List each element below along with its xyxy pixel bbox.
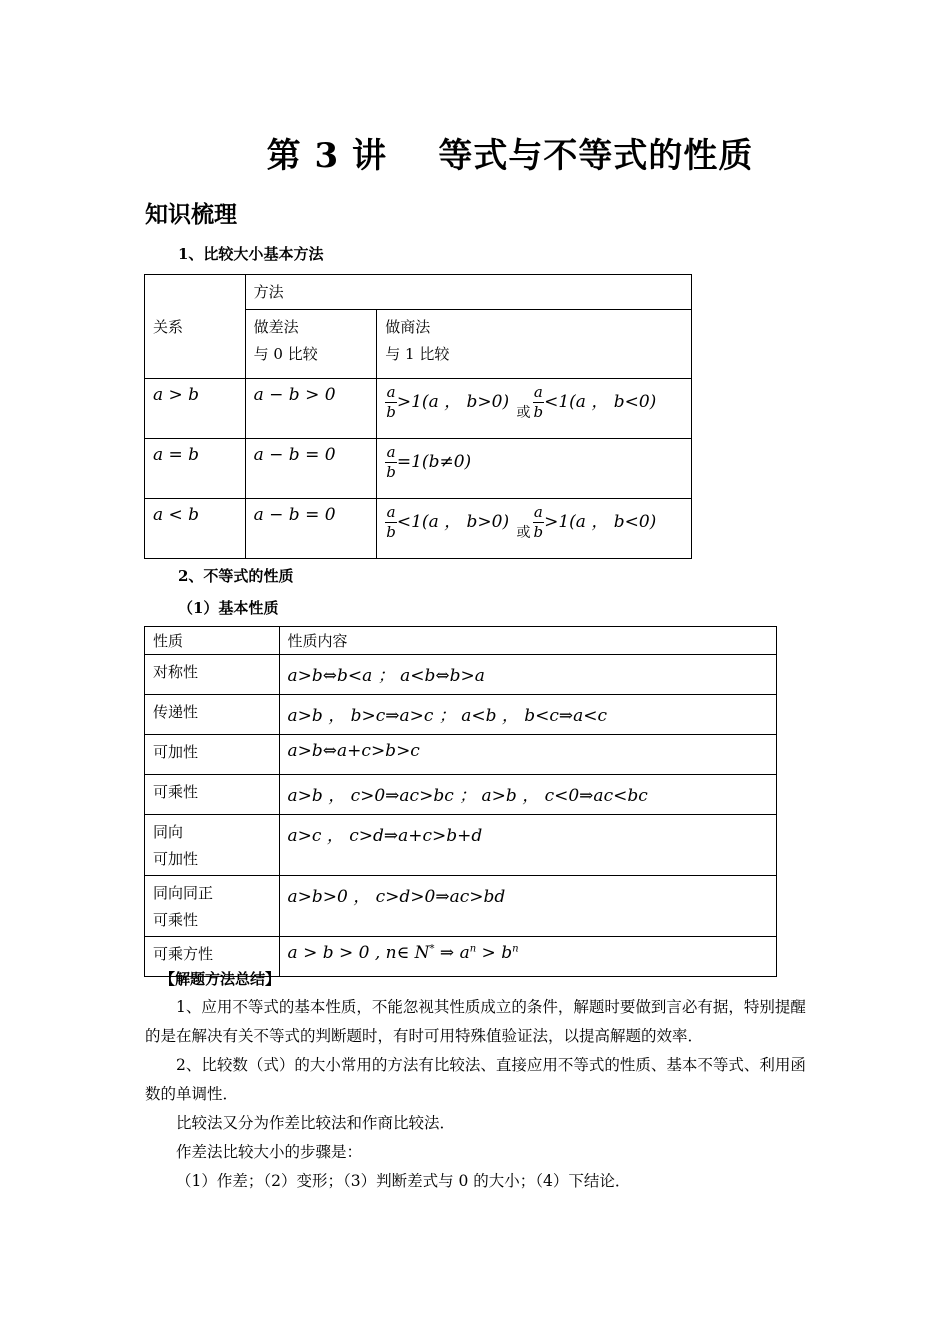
paragraph: （1）作差；（2）变形；（3）判断差式与 0 的大小；（4）下结论． xyxy=(176,1172,631,1190)
fraction-numerator: a xyxy=(386,383,396,401)
table-row xyxy=(145,379,692,439)
or-label: 或 xyxy=(516,525,531,541)
table-row xyxy=(145,695,777,735)
quotient-condition: <1(a ， b<0) xyxy=(544,392,657,412)
paragraph: 2、比较数（式）的大小常用的方法有比较法、直接应用不等式的性质、基本不等式、利用函数的单调性． xyxy=(145,1056,806,1103)
relation-cell: a < b xyxy=(145,499,246,559)
quotient-condition: <1(a ， b>0) xyxy=(396,512,510,532)
page-title: 第 3 讲 等式与不等式的性质 xyxy=(266,136,754,176)
paragraph: 1、应用不等式的基本性质，不能忽视其性质成立的条件，解题时要做到言必有据，特别提醒的是在解决有关不等式的判断题时，有时可用特殊值验证法，以提高解题的效率． xyxy=(145,998,806,1045)
property-content: a>b⇔b<a ； a<b⇔b>a xyxy=(279,655,776,695)
header-difference-method xyxy=(245,310,377,379)
comparison-methods-table xyxy=(144,274,692,559)
properties-table xyxy=(144,626,777,977)
exponent-n: n xyxy=(512,943,519,955)
property-name-line1: 同向 xyxy=(153,823,184,841)
property-content: a>b>0 ， c>d>0⇒ac>bd xyxy=(279,876,776,937)
quotient-condition: >1(a ， b<0) xyxy=(544,512,657,532)
table-row xyxy=(145,439,692,499)
property-content: a>b ， b>c⇒a>c ； a<b ， b<c⇒a<c xyxy=(279,695,776,735)
power-base-a: a xyxy=(459,943,470,963)
difference-cell: a − b = 0 xyxy=(245,439,377,499)
fraction-denominator: b xyxy=(386,523,396,541)
table-row xyxy=(145,775,777,815)
or-label: 或 xyxy=(516,405,531,421)
property-name-line2: 可乘性 xyxy=(153,911,199,929)
fraction-numerator: a xyxy=(386,503,396,521)
subsection-inequality-properties: 2、不等式的性质 xyxy=(178,567,294,585)
property-content xyxy=(279,937,776,977)
property-name xyxy=(145,876,280,937)
header-property-content: 性质内容 xyxy=(279,627,776,655)
header-property: 性质 xyxy=(145,627,280,655)
property-name: 可加性 xyxy=(145,735,280,775)
paragraph: 作差法比较大小的步骤是： xyxy=(176,1143,363,1161)
fraction xyxy=(385,505,397,540)
property-name-line2: 可加性 xyxy=(153,850,199,868)
quotient-condition: =1(b≠0) xyxy=(396,452,472,472)
relation-cell: a > b xyxy=(145,379,246,439)
table-row xyxy=(145,815,777,876)
fraction-numerator: a xyxy=(533,383,543,401)
fraction xyxy=(385,445,397,480)
fraction-numerator: a xyxy=(533,503,543,521)
quotient-condition: >1(a ， b>0) xyxy=(396,392,510,412)
table-row xyxy=(145,876,777,937)
quotient-label: 做商法 xyxy=(385,318,431,336)
property-name xyxy=(145,815,280,876)
summary-heading: 【解题方法总结】 xyxy=(160,970,281,988)
power-premise: a > b > 0 , n∈ N xyxy=(287,943,430,963)
relation-cell: a = b xyxy=(145,439,246,499)
paragraph: 比较法又分为作差比较法和作商比较法． xyxy=(176,1114,456,1132)
exponent-n: n xyxy=(469,943,477,955)
difference-label: 做差法 xyxy=(253,318,299,336)
fraction-denominator: b xyxy=(386,463,396,481)
subsection-basic-properties: （1）基本性质 xyxy=(178,599,279,617)
quotient-cell xyxy=(377,439,692,499)
fraction xyxy=(533,385,545,420)
fraction-numerator: a xyxy=(386,443,396,461)
fraction xyxy=(385,385,397,420)
difference-cell: a − b = 0 xyxy=(245,499,377,559)
implies-arrow: ⇒ xyxy=(434,943,460,963)
header-relation: 关系 xyxy=(145,275,246,379)
property-content: a>c ， c>d⇒a+c>b+d xyxy=(279,815,776,876)
fraction-denominator: b xyxy=(533,523,544,541)
difference-compare-zero: 与 0 比较 xyxy=(253,345,318,363)
fraction-denominator: b xyxy=(533,403,544,421)
property-name: 可乘方性 xyxy=(145,937,280,977)
header-method: 方法 xyxy=(245,275,691,310)
fraction-denominator: b xyxy=(386,403,396,421)
property-name-line1: 同向同正 xyxy=(153,884,214,902)
property-name: 传递性 xyxy=(145,695,280,735)
fraction xyxy=(533,505,545,540)
star-superscript: * xyxy=(429,943,435,955)
property-content: a>b⇔a+c>b>c xyxy=(279,735,776,775)
property-name: 可乘性 xyxy=(145,775,280,815)
table-row xyxy=(145,655,777,695)
section-heading: 知识梳理 xyxy=(145,201,237,228)
table-row xyxy=(145,499,692,559)
difference-cell: a − b > 0 xyxy=(245,379,377,439)
property-content: a>b ， c>0⇒ac>bc ； a>b ， c<0⇒ac<bc xyxy=(279,775,776,815)
quotient-compare-one: 与 1 比较 xyxy=(385,345,450,363)
subsection-compare-methods: 1、比较大小基本方法 xyxy=(178,245,324,263)
quotient-cell xyxy=(377,379,692,439)
quotient-cell xyxy=(377,499,692,559)
property-name: 对称性 xyxy=(145,655,280,695)
table-row xyxy=(145,735,777,775)
power-base-b: > b xyxy=(476,943,513,963)
header-quotient-method xyxy=(377,310,692,379)
